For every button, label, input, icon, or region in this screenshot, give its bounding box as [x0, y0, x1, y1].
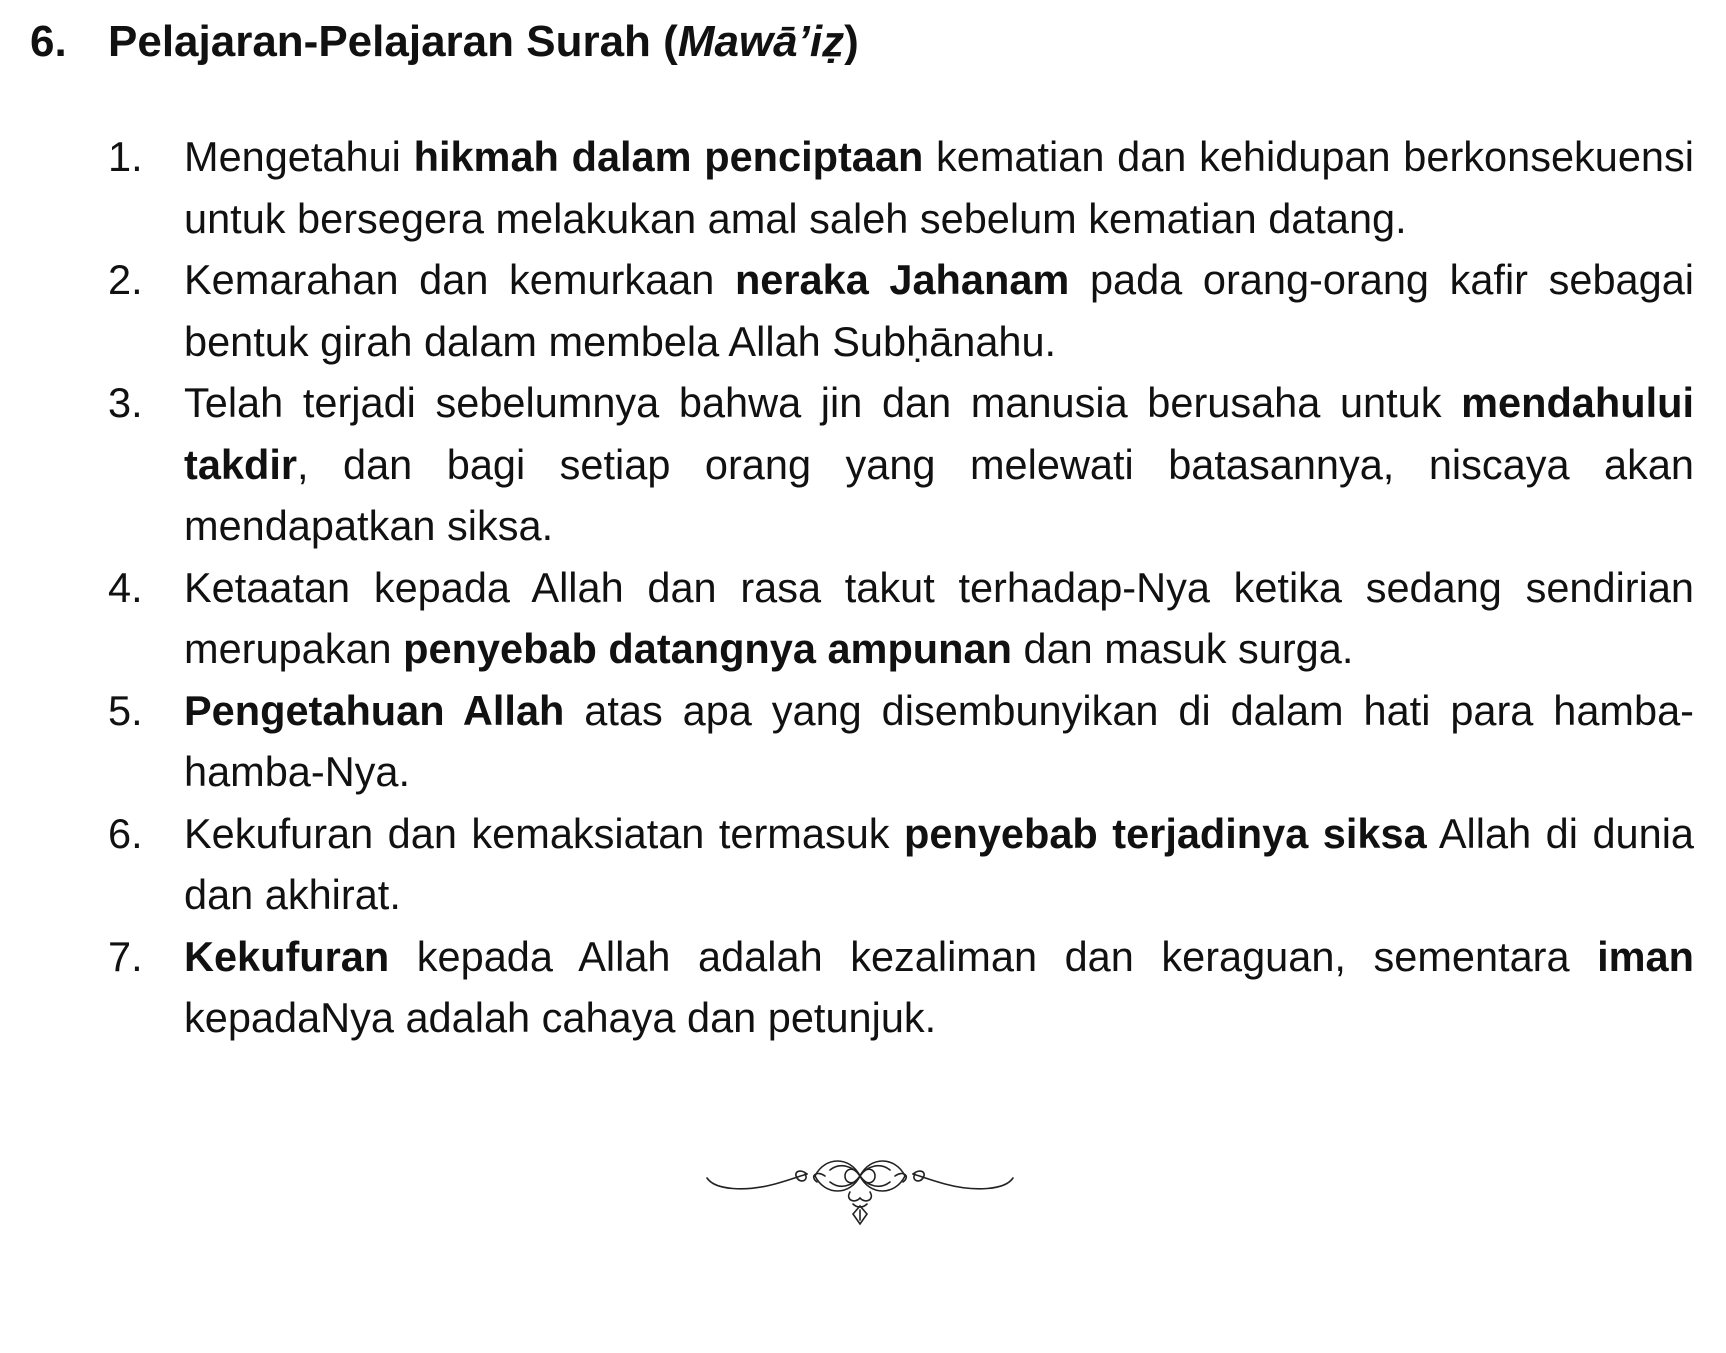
lesson-emphasis: penyebab datangnya ampunan — [403, 625, 1012, 672]
lesson-emphasis: Pengetahuan Allah — [184, 686, 565, 734]
lesson-text: Allah di dunia dan akhirat. — [184, 809, 1694, 918]
lesson-emphasis: neraka Jahanam — [734, 256, 1070, 303]
lesson-text: kepada Allah adalah kezaliman dan keraguan, sementara — [389, 932, 1598, 980]
lesson-item — [108, 126, 1694, 249]
lesson-text: Mengetahui — [184, 133, 414, 180]
lesson-emphasis: hikmah dalam penciptaan — [413, 133, 924, 180]
lesson-text: kepadaNya adalah cahaya dan petunjuk. — [184, 994, 937, 1041]
section-title-close: ) — [844, 17, 859, 66]
flourish-divider-icon — [705, 1148, 1015, 1228]
lesson-number: 4. — [108, 563, 143, 611]
section-title: Pelajaran-Pelajaran Surah ( — [108, 17, 678, 66]
lesson-text: dan masuk surga. — [1011, 625, 1354, 672]
lesson-number: 5. — [108, 686, 143, 734]
lesson-emphasis: Kekufuran — [184, 932, 390, 980]
lesson-number: 3. — [108, 379, 143, 426]
lesson-text: kematian dan kehidupan berkonsekuensi untuk bersegera melakukan amal saleh sebelum kematian datang. — [184, 133, 1694, 242]
lesson-item — [108, 249, 1694, 372]
lesson-number: 1. — [108, 133, 143, 180]
lesson-item — [108, 557, 1694, 680]
lesson-text: atas apa yang disembunyikan di dalam hati para hamba-hamba-Nya. — [184, 686, 1694, 795]
lesson-number: 7. — [108, 932, 143, 980]
lesson-item — [108, 926, 1694, 1049]
lesson-item — [108, 680, 1694, 803]
section-heading — [30, 14, 859, 70]
section-title-italic: Mawā’iẓ — [677, 17, 845, 66]
lesson-text: pada orang-orang kafir sebagai bentuk girah dalam membela Allah Subḥānahu. — [184, 256, 1694, 365]
lesson-text: , dan bagi setiap orang yang melewati batasannya, niscaya akan mendapatkan siksa. — [184, 440, 1694, 549]
section-number: 6. — [30, 17, 67, 66]
lesson-number: 2. — [108, 256, 143, 303]
lesson-emphasis: mendahului takdir — [184, 379, 1694, 488]
lesson-emphasis: iman — [1597, 932, 1694, 980]
lesson-text: Telah terjadi sebelumnya bahwa jin dan manusia berusaha untuk — [184, 379, 1462, 426]
lesson-list — [108, 126, 1694, 1049]
lesson-number: 6. — [108, 809, 143, 857]
lesson-text: Kemarahan dan kemurkaan — [184, 256, 735, 303]
lesson-text: Ketaatan kepada Allah dan rasa takut terhadap-Nya ketika sedang sendirian merupakan — [184, 563, 1694, 672]
lesson-text: Kekufuran dan kemaksiatan termasuk — [184, 809, 905, 857]
lesson-item — [108, 372, 1694, 557]
lesson-emphasis: penyebab terjadinya siksa — [904, 809, 1427, 857]
lesson-item — [108, 803, 1694, 926]
